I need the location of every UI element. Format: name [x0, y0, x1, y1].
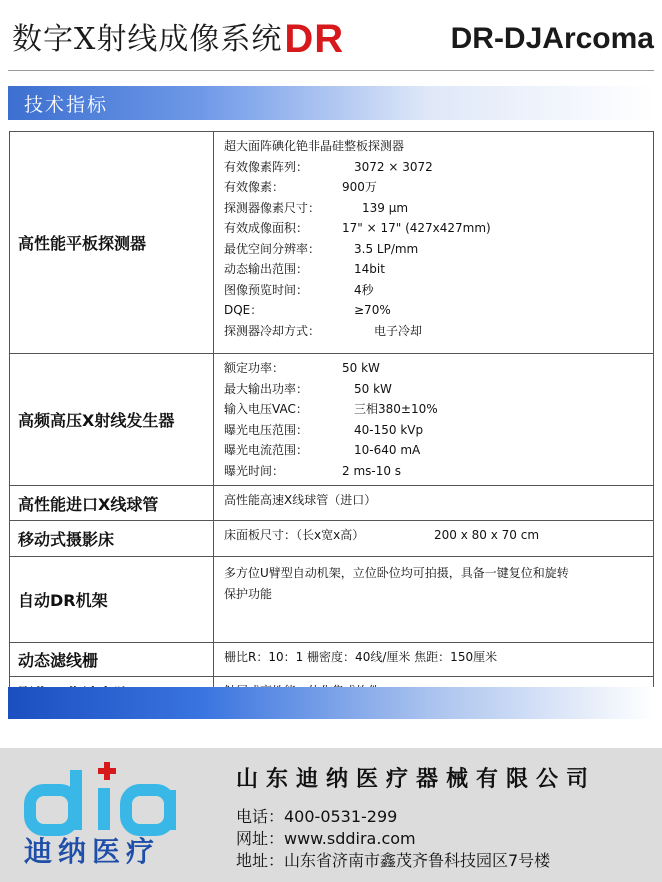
- logo-name: 迪纳医疗: [24, 835, 161, 868]
- spec-row: [10, 521, 654, 557]
- spec-line: [224, 440, 643, 461]
- spec-value: 900万: [342, 180, 377, 194]
- spec-row: [10, 132, 654, 354]
- spec-label: 高性能高速X线球管（进口）: [224, 493, 377, 507]
- section-bar: [8, 86, 654, 120]
- spec-line: [224, 136, 643, 157]
- spec-table: [9, 131, 654, 711]
- spec-line: [224, 461, 643, 482]
- contact-address: 地址：山东省济南市鑫茂齐鲁科技园区7号楼: [236, 851, 551, 870]
- spec-label: 曝光电压范围：: [224, 422, 309, 437]
- spec-category: 移动式摄影床: [10, 521, 214, 557]
- spec-line: [224, 198, 643, 219]
- spec-label: 输入电压VAC：: [224, 402, 308, 416]
- contact-phone: 电话：400-0531-299: [236, 807, 398, 826]
- spec-category: 高性能进口X线球管: [10, 486, 214, 521]
- header-divider: [8, 70, 654, 71]
- spec-details: [214, 486, 654, 521]
- spec-category: 动态滤线栅: [10, 643, 214, 677]
- spec-label: 栅比R：10：1 栅密度：40线/厘米 焦距：150厘米: [224, 650, 498, 664]
- page-header: [0, 0, 662, 80]
- spec-value: 17" × 17" (427x427mm): [342, 221, 491, 235]
- spec-label: 额定功率：: [224, 361, 285, 375]
- spec-value: 10-640 mA: [354, 443, 421, 457]
- title-text: 数字X射线成像系统: [12, 22, 283, 57]
- spec-category: 高性能平板探测器: [10, 132, 214, 354]
- spec-line: [224, 239, 643, 260]
- spec-label: 有效成像面积：: [224, 221, 309, 235]
- spec-label: 最优空间分辨率：: [224, 241, 321, 256]
- spec-label: 多方位U臂型自动机架，立位卧位均可拍摄，具备一键复位和旋转: [224, 566, 569, 580]
- page-title: [12, 14, 344, 62]
- spec-row: [10, 354, 654, 486]
- spec-line: [224, 300, 643, 321]
- spec-line: [224, 647, 643, 668]
- spec-value: 3072 × 3072: [354, 159, 433, 174]
- spec-label: 有效像素：: [224, 180, 285, 194]
- spec-label: 动态输出范围：: [224, 262, 309, 276]
- spec-details: [214, 354, 654, 486]
- spec-value: 电子冷却: [374, 323, 423, 338]
- spec-value: 50 kW: [354, 381, 392, 396]
- company-name: 山东迪纳医疗器械有限公司: [236, 767, 597, 792]
- spec-line: [224, 525, 643, 546]
- spec-line: [224, 358, 643, 379]
- spec-line: [224, 490, 643, 511]
- section-title: 技术指标: [24, 94, 109, 116]
- title-accent: DR: [284, 17, 345, 61]
- spec-row: [10, 557, 654, 643]
- spec-value: 3.5 LP/mm: [354, 241, 419, 256]
- spec-details: [214, 132, 654, 354]
- spec-value: ≥70%: [354, 303, 391, 317]
- spec-line: [224, 177, 643, 198]
- spec-label: DQE：: [224, 303, 263, 317]
- spec-value: 40-150 kVp: [354, 422, 424, 437]
- spec-details: [214, 643, 654, 677]
- spec-line: [224, 218, 643, 239]
- spec-value: 三相380±10%: [354, 402, 438, 416]
- spec-label: 探测器像素尺寸：: [224, 200, 321, 215]
- spec-value: 200 x 80 x 70 cm: [434, 528, 540, 542]
- spec-details: [214, 521, 654, 557]
- model-name: DR-DJArcoma: [450, 22, 654, 55]
- spec-label: 图像预览时间：: [224, 282, 309, 297]
- spec-label: 最大输出功率：: [224, 381, 309, 396]
- spec-category: 高频高压X射线发生器: [10, 354, 214, 486]
- spec-label: 曝光时间：: [224, 463, 285, 478]
- contact-website: 网址：www.sddira.com: [236, 829, 416, 848]
- spec-label: 有效像素阵列：: [224, 159, 309, 174]
- spec-label: 床面板尺寸：（长x宽x高）: [224, 528, 365, 542]
- spec-line: [224, 321, 643, 342]
- spec-value: 139 μm: [362, 200, 409, 215]
- spec-line: [224, 584, 643, 605]
- spec-line: [224, 420, 643, 441]
- spec-value: 4秒: [354, 282, 374, 297]
- spec-label: 保护功能: [224, 586, 273, 601]
- spec-details: [214, 557, 654, 643]
- spec-value: 2 ms-10 s: [342, 463, 402, 478]
- spec-value: 50 kW: [342, 361, 380, 375]
- spec-line: [224, 259, 643, 280]
- spec-row: [10, 643, 654, 677]
- spec-value: 14bit: [354, 262, 385, 276]
- spec-line: [224, 379, 643, 400]
- spec-line: [224, 280, 643, 301]
- bottom-bar: [8, 687, 654, 719]
- spec-row: [10, 486, 654, 521]
- spec-line: [224, 399, 643, 420]
- footer: [0, 748, 662, 882]
- spec-line: [224, 157, 643, 178]
- spec-label: 曝光电流范围：: [224, 443, 309, 457]
- spec-category: 自动DR机架: [10, 557, 214, 643]
- spec-line: [224, 563, 643, 584]
- spec-label: 超大面阵碘化铯非晶硅整板探测器: [224, 139, 405, 153]
- spec-label: 探测器冷却方式：: [224, 323, 321, 338]
